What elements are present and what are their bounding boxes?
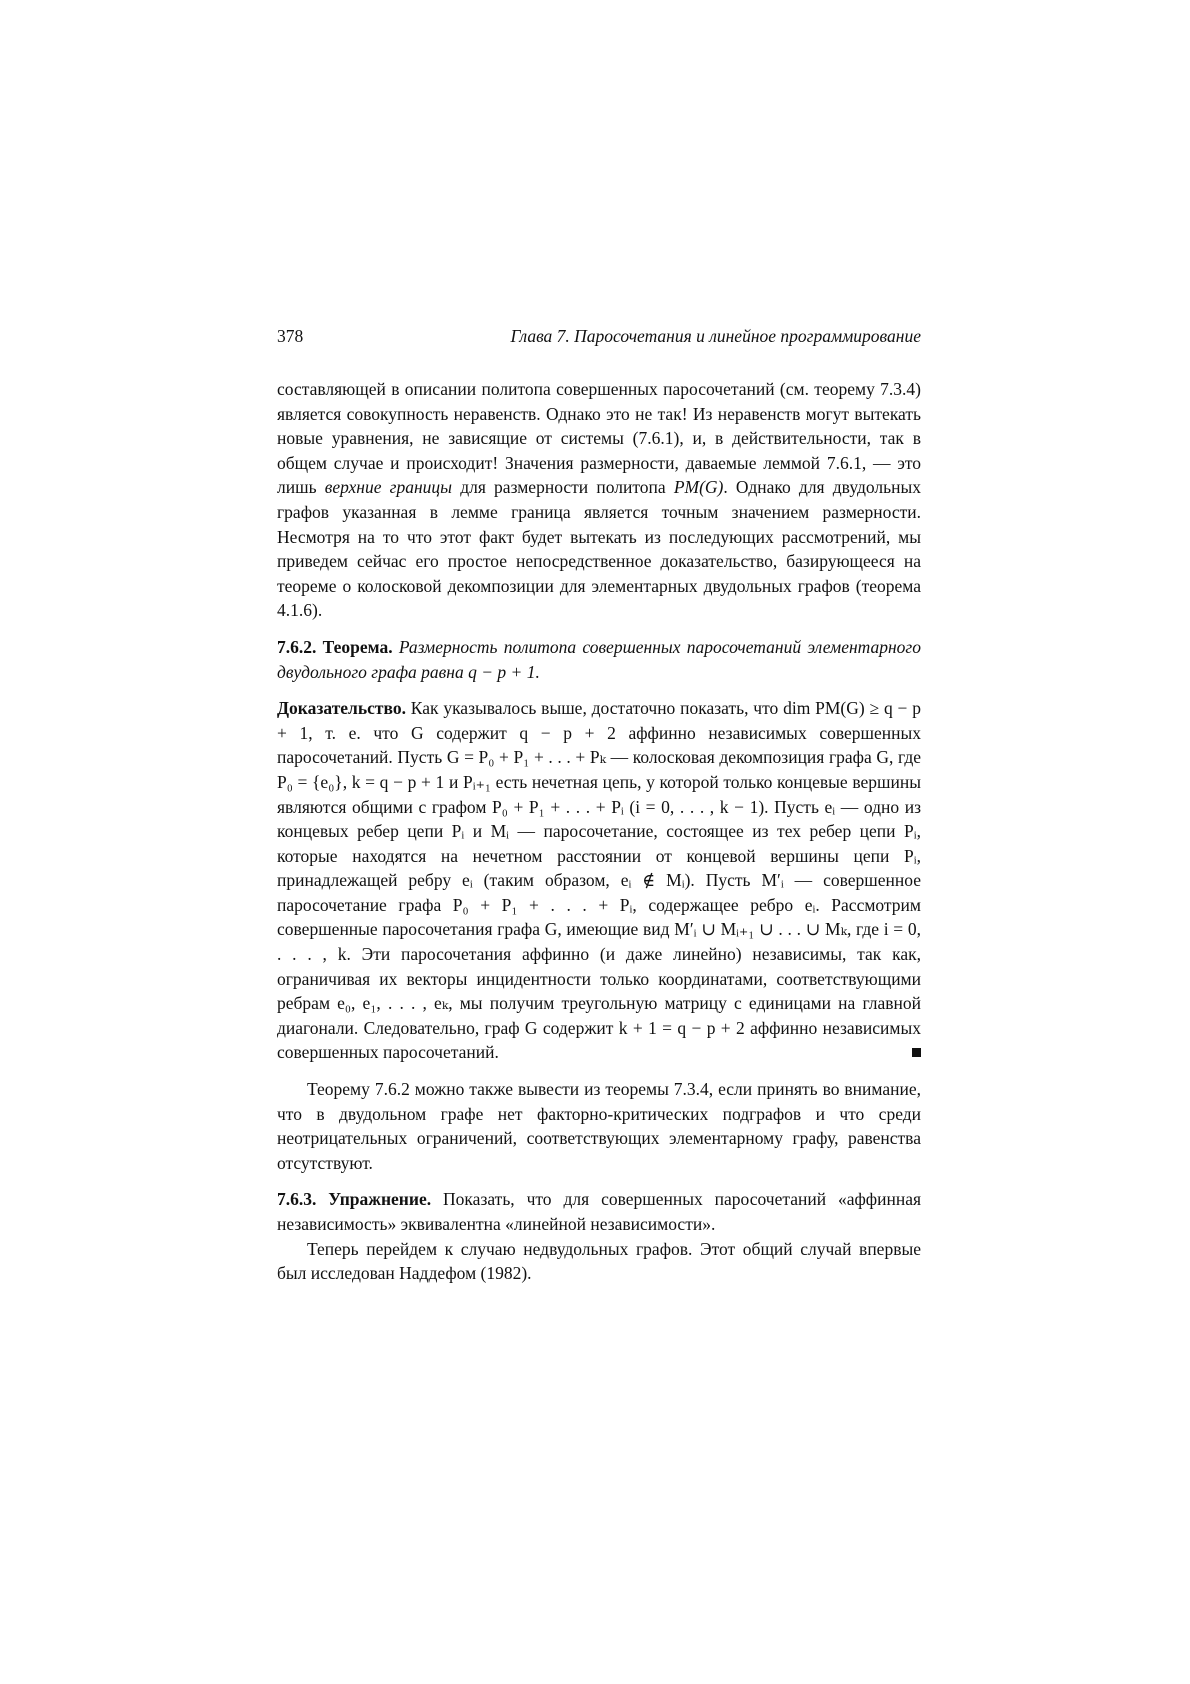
theorem-7-6-2 — [277, 635, 921, 684]
paragraph-intro-text-a: составляющей в описании политопа совершенных паросочетаний (см. теорему 7.3.4) является совокупность неравенств. Однако это не так! Из неравенств могут вытекать новые уравнения, не зависящие от системы (7.6.1), и, в действительности, так в общем случае и происходит! Значения размерности, даваемые леммой 7.6.1, — это лишь — [277, 379, 921, 498]
paragraph-remark: Теорему 7.6.2 можно также вывести из теоремы 7.3.4, если принять во внимание, что в двудольном графе нет факторно-критических подграфов и что среди неотрицательных ограничений, соответствующих элементарному графу, равенства отсутствуют. — [277, 1079, 921, 1173]
qed-square-icon — [912, 1048, 921, 1057]
page-body — [277, 377, 921, 1298]
theorem-label: 7.6.2. Теорема. — [277, 636, 393, 657]
emphasis-upper-bounds: верхние границы — [324, 477, 453, 498]
paragraph-intro — [277, 377, 921, 623]
paragraph-intro-text-b: для размерности политопа — [452, 477, 674, 498]
proof-label: Доказательство. — [277, 698, 406, 719]
exercise-label: 7.6.3. Упражнение. — [277, 1189, 432, 1210]
paragraph-intro-text-c: . Однако для двудольных графов указанная в лемме граница является точным значением размерности. Несмотря на то что этот факт будет вытекать из последующих рассмотрений, мы приведем сейчас его простое непосредственное доказательство, базирующееся на теореме о колосковой декомпозиции для элементарных двудольных графов (теорема 4.1.6). — [277, 477, 922, 621]
paragraph-nonbipartite: Теперь перейдем к случаю недвудольных графов. Этот общий случай впервые был исследован Наддефом (1982). — [277, 1238, 921, 1284]
math-pm-g: PM(G) — [673, 477, 724, 498]
exercise-text: Показать, что для совершенных паросочетаний «аффинная независимость» эквивалентна «линейной независимости». — [277, 1189, 922, 1234]
page-header — [277, 323, 921, 349]
theorem-statement: Размерность политопа совершенных паросочетаний элементарного двудольного графа равна q − p + 1. — [277, 636, 922, 682]
running-head: Глава 7. Паросочетания и линейное программирование — [510, 326, 921, 346]
page-number: 378 — [277, 326, 304, 346]
proof — [277, 696, 921, 1065]
exercise-7-6-3 — [277, 1187, 921, 1236]
proof-text: Как указывалось выше, достаточно показать, что dim PM(G) ≥ q − p + 1, т. е. что G содержит q − p + 2 аффинно независимых совершенных паросочетаний. Пусть G = P₀ + P₁ + . . . + Pₖ — колосковая декомпозиция графа G, где P₀ = {e₀}, k = q − p + 1 и Pᵢ₊₁ есть нечетная цепь, у которой только концевые вершины являются общими с графом P₀ + P₁ + . . . + Pᵢ (i = 0, . . . , k − 1). Пусть eᵢ — одно из концевых ребер цепи Pᵢ и Mᵢ — паросочетание, состоящее из тех ребер цепи Pᵢ, которые находятся на нечетном расстоянии от концевой вершины цепи Pᵢ, принадлежащей ребру eᵢ (таким образом, eᵢ ∉ Mᵢ). Пусть M′ᵢ — совершенное паросочетание графа P₀ + P₁ + . . . + Pᵢ, содержащее ребро eᵢ. Рассмотрим совершенные паросочетания графа G, имеющие вид M′ᵢ ∪ Mᵢ₊₁ ∪ . . . ∪ Mₖ, где i = 0, . . . , k. Эти паросочетания аффинно (и даже линейно) независимы, так как, ограничивая их векторы инцидентности только координатами, соответствующими ребрам e₀, e₁, . . . , eₖ, мы получим треугольную матрицу с единицами на главной диагонали. Следовательно, граф G содержит k + 1 = q − p + 2 аффинно независимых совершенных паросочетаний. — [277, 698, 921, 1063]
